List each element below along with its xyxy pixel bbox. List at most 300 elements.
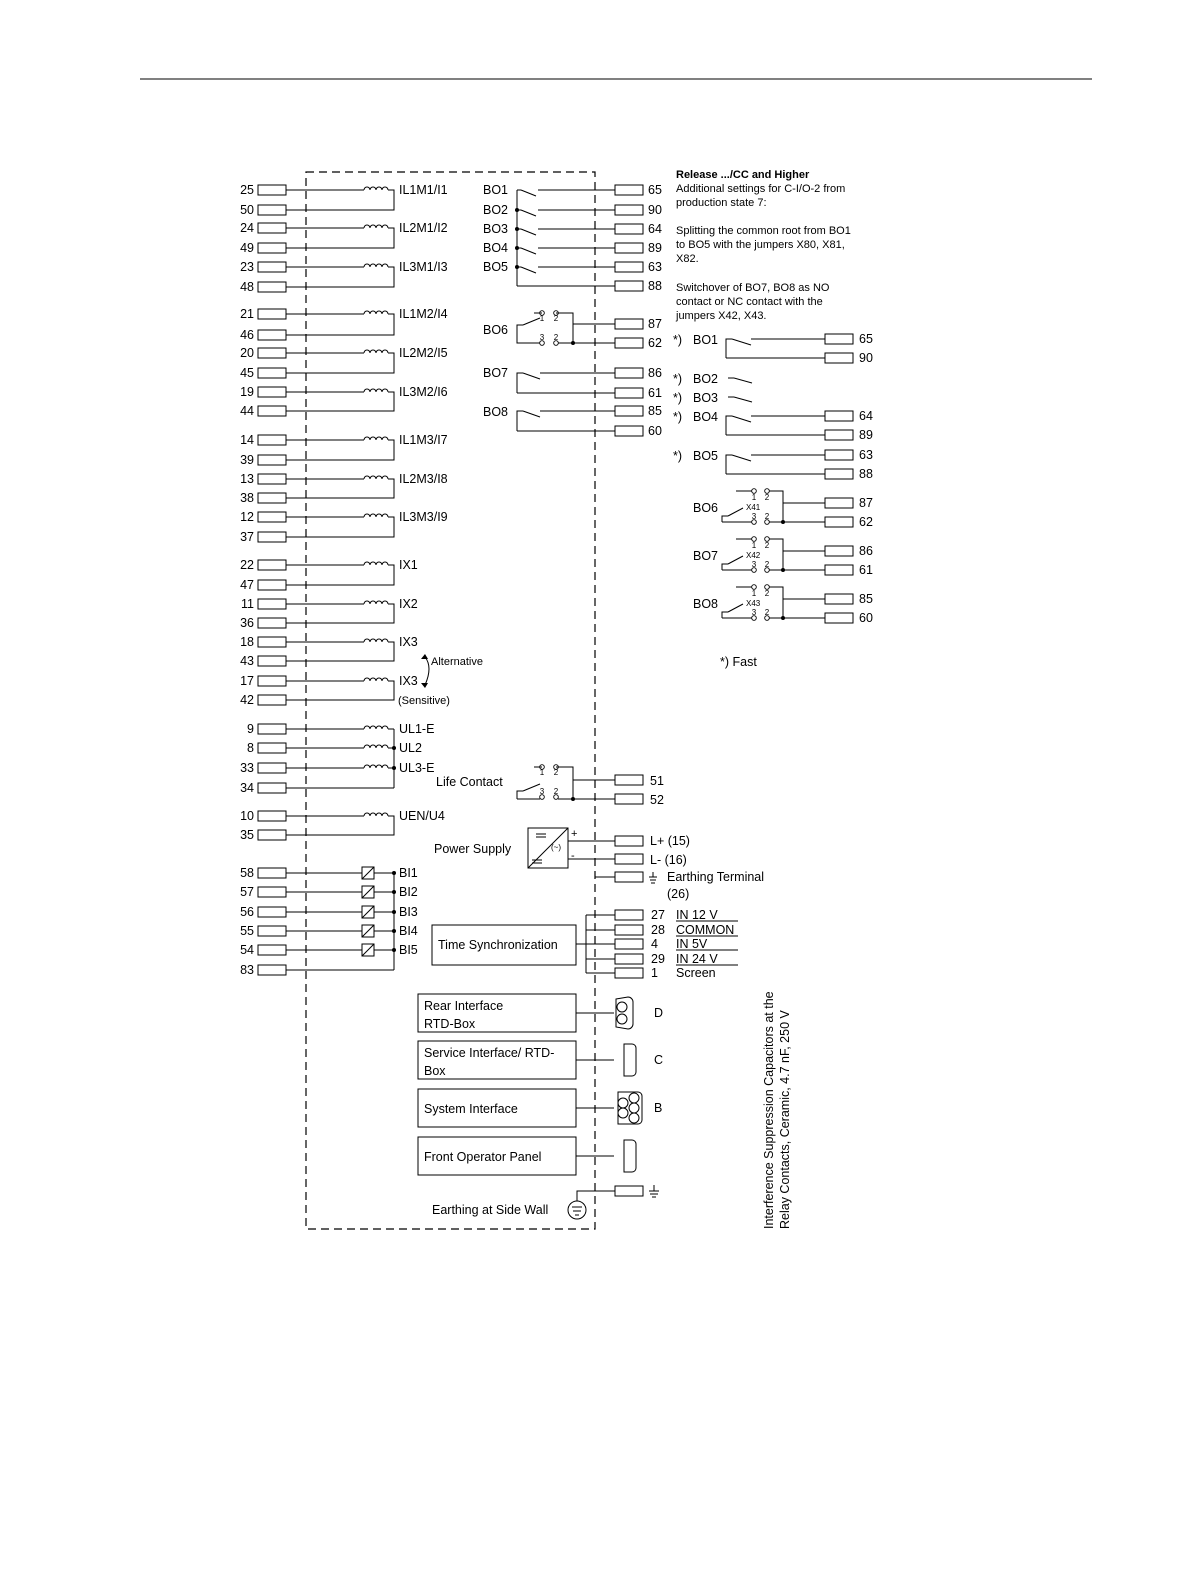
terminal-number: 33 <box>240 761 254 775</box>
wire <box>517 335 540 343</box>
relay-contact-icon <box>517 267 536 273</box>
voltage-label: UL2 <box>399 741 422 755</box>
input-terminal-block <box>258 532 286 542</box>
input-label: IX2 <box>399 597 418 611</box>
input-terminal-block <box>258 406 286 416</box>
alternative-label: Alternative <box>431 656 483 668</box>
wire <box>306 642 394 661</box>
time-sync-signal-name: IN 5V <box>676 937 708 951</box>
port-letter: D <box>654 1006 664 1020</box>
terminal-number: 14 <box>240 433 254 447</box>
terminal-block <box>615 338 643 348</box>
connector-icon <box>624 1044 636 1076</box>
terminal-number: 17 <box>240 674 254 688</box>
input-terminal-block <box>258 907 286 917</box>
variant-terminal-number: 64 <box>859 409 873 423</box>
terminal-number: 46 <box>240 328 254 342</box>
input-label: IX1 <box>399 558 418 572</box>
jumper-name: X42 <box>746 551 761 560</box>
fast-note: *) Fast <box>720 655 757 669</box>
power-terminal-label: L+ (15) <box>650 834 690 848</box>
terminal-number: 39 <box>240 453 254 467</box>
output-terminal-number: 87 <box>648 317 662 331</box>
input-terminal-block <box>258 282 286 292</box>
junction-dot <box>392 766 396 770</box>
junction-dot <box>515 265 519 269</box>
output-terminal-number: 63 <box>648 260 662 274</box>
input-terminal-block <box>258 474 286 484</box>
junction-dot <box>392 746 396 750</box>
terminal-number: 47 <box>240 578 254 592</box>
relay-output-label: BO2 <box>483 203 509 217</box>
terminal-number: 48 <box>240 280 254 294</box>
input-terminal-block <box>258 926 286 936</box>
splitting-note-text: X82. <box>676 253 699 265</box>
input-terminal-block <box>258 783 286 793</box>
relay-output-label: BO8 <box>483 405 509 419</box>
output-terminal-number: 62 <box>648 336 662 350</box>
variant-terminal-block <box>825 353 853 363</box>
connector-icon <box>618 1098 628 1108</box>
terminal-number: 21 <box>240 307 254 321</box>
connector-icon <box>618 1108 628 1118</box>
suppression-note-text: Relay Contacts, Ceramic, 4.7 nF, 250 V <box>778 1010 792 1229</box>
jumper-pin-number: 2 <box>553 333 559 342</box>
terminal-number: 34 <box>240 781 254 795</box>
terminal-block <box>615 836 643 846</box>
output-terminal-block <box>615 224 643 234</box>
connector-icon <box>629 1103 639 1113</box>
variant-terminal-number: 85 <box>859 592 873 606</box>
output-terminal-block <box>615 281 643 291</box>
coil-icon <box>364 514 388 517</box>
variant-terminal-block <box>825 594 853 604</box>
fast-marker: *) <box>673 410 683 424</box>
input-label: IL2M1/I2 <box>399 221 448 235</box>
terminal-number: 37 <box>240 530 254 544</box>
input-terminal-block <box>258 868 286 878</box>
relay-contact-icon <box>517 190 536 196</box>
junction-dot <box>571 341 575 345</box>
interface-label: Rear Interface <box>424 999 504 1013</box>
input-terminal-block <box>258 205 286 215</box>
terminal-number: 8 <box>247 741 254 755</box>
variant-terminal-number: 86 <box>859 544 873 558</box>
input-label: IL1M3/I7 <box>399 433 448 447</box>
variant-relay-label: BO1 <box>693 333 719 347</box>
time-sync-terminal-number: 1 <box>651 966 658 980</box>
earthing-side-wall-label: Earthing at Side Wall <box>432 1203 549 1217</box>
variant-terminal-block <box>825 546 853 556</box>
time-sync-terminal <box>615 910 643 920</box>
input-terminal-block <box>258 387 286 397</box>
variant-relay-label: BO6 <box>693 501 719 515</box>
junction-dot <box>515 208 519 212</box>
relay-contact-icon <box>517 248 536 254</box>
variant-relay-label: BO8 <box>693 597 719 611</box>
output-terminal-number: 52 <box>650 793 664 807</box>
terminal-number: 35 <box>240 828 254 842</box>
junction-dot <box>781 568 785 572</box>
terminal-number: 43 <box>240 654 254 668</box>
input-terminal-block <box>258 185 286 195</box>
time-sync-terminal <box>615 939 643 949</box>
terminal-number: 44 <box>240 404 254 418</box>
connector-icon <box>629 1093 639 1103</box>
terminal-number: 49 <box>240 241 254 255</box>
sensitive-label: (Sensitive) <box>398 695 450 707</box>
junction-dot <box>515 246 519 250</box>
input-terminal-block <box>258 618 286 628</box>
voltage-label: UL3-E <box>399 761 435 775</box>
variant-terminal-block <box>825 469 853 479</box>
coil-icon <box>364 601 388 604</box>
arrow-head-icon <box>421 654 428 659</box>
input-terminal-block <box>258 811 286 821</box>
changeover-contact-icon <box>517 791 523 799</box>
changeover-contact-icon <box>722 612 728 618</box>
power-supply-label: Power Supply <box>434 842 512 856</box>
wire <box>306 681 394 700</box>
interface-label: RTD-Box <box>424 1017 476 1031</box>
variant-relay-label: BO3 <box>693 391 719 405</box>
jumper-pin-number: 2 <box>764 541 770 550</box>
changeover-contact-icon <box>517 373 523 393</box>
splitting-note-text: to BO5 with the jumpers X80, X81, <box>676 239 845 251</box>
connector-icon <box>617 1002 627 1012</box>
terminal-number: 38 <box>240 491 254 505</box>
relay-contact-icon <box>732 455 751 461</box>
variant-terminal-block <box>825 613 853 623</box>
input-terminal-block <box>258 763 286 773</box>
variant-relay-label: BO2 <box>693 372 719 386</box>
coil-icon <box>364 350 388 353</box>
binary-input-label: BI4 <box>399 924 418 938</box>
input-label: IL3M2/I6 <box>399 385 448 399</box>
output-terminal-block <box>615 243 643 253</box>
terminal-block <box>615 368 643 378</box>
suppression-note-text: Interference Suppression Capacitors at the <box>762 991 776 1229</box>
splitting-note-text: Splitting the common root from BO1 <box>676 225 851 237</box>
coil-icon <box>364 813 388 816</box>
output-terminal-number: 90 <box>648 203 662 217</box>
terminal-number: 36 <box>240 616 254 630</box>
jumper-pin-number: 1 <box>751 541 757 550</box>
output-terminal-block <box>615 185 643 195</box>
changeover-contact-icon <box>523 411 540 417</box>
input-terminal-block <box>258 493 286 503</box>
input-terminal-block <box>258 435 286 445</box>
variant-terminal-number: 90 <box>859 351 873 365</box>
variant-terminal-block <box>825 498 853 508</box>
variant-terminal-number: 65 <box>859 332 873 346</box>
earthing-terminal-label: Earthing Terminal <box>667 870 765 884</box>
wire <box>306 440 394 460</box>
switchover-note-text: contact or NC contact with the <box>676 296 823 308</box>
changeover-contact-icon <box>728 604 743 612</box>
jumper-name: X43 <box>746 599 761 608</box>
port-letter: C <box>654 1053 664 1067</box>
jumper-pin-number: 3 <box>539 787 545 796</box>
terminal-block <box>615 406 643 416</box>
variant-terminal-number: 61 <box>859 563 873 577</box>
relay-output-label: BO3 <box>483 222 509 236</box>
life-contact-label: Life Contact <box>436 775 503 789</box>
variant-terminal-number: 60 <box>859 611 873 625</box>
switchover-note-text: Switchover of BO7, BO8 as NO <box>676 282 830 294</box>
junction-dot <box>571 797 575 801</box>
terminal-number: 83 <box>240 963 254 977</box>
changeover-contact-icon <box>722 564 728 570</box>
wire <box>306 392 394 411</box>
jumper-pin-number: 2 <box>553 314 559 323</box>
port-letter: B <box>654 1101 663 1115</box>
output-terminal-number: 61 <box>648 386 662 400</box>
relay-contact-icon <box>517 210 536 216</box>
terminal-number: 23 <box>240 260 254 274</box>
junction-dot <box>781 520 785 524</box>
coil-icon <box>364 745 388 748</box>
input-label: IL1M1/I1 <box>399 183 448 197</box>
output-terminal-number: 51 <box>650 774 664 788</box>
time-sync-terminal-number: 29 <box>651 952 665 966</box>
binary-input-label: BI2 <box>399 885 418 899</box>
relay-contact-icon <box>726 416 732 435</box>
terminal-number: 24 <box>240 221 254 235</box>
wire <box>306 517 394 537</box>
variant-relay-label: BO5 <box>693 449 719 463</box>
jumper-pin-number: 1 <box>539 768 545 777</box>
output-terminal-number: 65 <box>648 183 662 197</box>
input-label: IL2M2/I5 <box>399 346 448 360</box>
terminal-block <box>615 388 643 398</box>
input-terminal-block <box>258 455 286 465</box>
terminal-number: 18 <box>240 635 254 649</box>
earth-icon <box>568 1201 586 1219</box>
arrow-head-icon <box>421 683 428 688</box>
interface-label: Front Operator Panel <box>424 1150 542 1164</box>
power-terminal-label: L- (16) <box>650 853 687 867</box>
input-terminal-block <box>258 309 286 319</box>
relay-output-label: BO1 <box>483 183 509 197</box>
voltage-label: UL1-E <box>399 722 435 736</box>
binary-input-label: BI1 <box>399 866 418 880</box>
output-terminal-block <box>615 262 643 272</box>
input-terminal-block <box>258 580 286 590</box>
variant-terminal-block <box>825 517 853 527</box>
earth-terminal-block <box>615 1186 643 1196</box>
changeover-contact-icon <box>728 556 743 564</box>
connector-icon <box>624 1140 636 1172</box>
terminal-number: 56 <box>240 905 254 919</box>
binary-input-label: BI3 <box>399 905 418 919</box>
connector-icon <box>629 1113 639 1123</box>
changeover-contact-icon <box>523 784 540 791</box>
coil-icon <box>364 437 388 440</box>
coil-icon <box>364 765 388 768</box>
output-terminal-number: 86 <box>648 366 662 380</box>
coil-icon <box>364 726 388 729</box>
output-terminal-number: 64 <box>648 222 662 236</box>
coil-icon <box>364 389 388 392</box>
input-terminal-block <box>258 695 286 705</box>
terminal-number: 58 <box>240 866 254 880</box>
fast-marker: *) <box>673 333 683 347</box>
variant-terminal-block <box>825 334 853 344</box>
voltage-label: UEN/U4 <box>399 809 445 823</box>
changeover-contact-icon <box>517 325 523 335</box>
input-terminal-block <box>258 830 286 840</box>
variant-terminal-block <box>825 430 853 440</box>
interface-label: System Interface <box>424 1102 518 1116</box>
connector-icon <box>616 997 633 1029</box>
input-terminal-block <box>258 330 286 340</box>
input-terminal-block <box>258 599 286 609</box>
relay-contact-icon <box>732 339 751 345</box>
changeover-contact-icon <box>722 516 728 522</box>
input-terminal-block <box>258 743 286 753</box>
jumper-pin-number: 3 <box>751 608 757 617</box>
variant-relay-label: BO4 <box>693 410 719 424</box>
jumper-pin-number: 2 <box>764 512 770 521</box>
wire <box>306 267 394 287</box>
wire <box>306 190 394 210</box>
wire <box>306 604 394 623</box>
jumper-pin-number: 2 <box>764 589 770 598</box>
minus-sign: - <box>571 850 575 862</box>
terminal-block <box>615 854 643 864</box>
relay-contact-icon <box>517 229 536 235</box>
wire <box>306 353 394 373</box>
input-terminal-block <box>258 945 286 955</box>
time-sync-signal-name: Screen <box>676 966 716 980</box>
variant-terminal-number: 62 <box>859 515 873 529</box>
terminal-block <box>615 794 643 804</box>
terminal-number: 9 <box>247 722 254 736</box>
output-terminal-number: 89 <box>648 241 662 255</box>
time-sync-terminal-number: 27 <box>651 908 665 922</box>
fast-marker: *) <box>673 391 683 405</box>
input-terminal-block <box>258 512 286 522</box>
coil-icon <box>364 639 388 642</box>
terminal-number: 19 <box>240 385 254 399</box>
time-sync-signal-name: IN 12 V <box>676 908 718 922</box>
interface-label: Box <box>424 1064 446 1078</box>
time-sync-terminal-number: 28 <box>651 923 665 937</box>
changeover-contact-icon <box>517 411 523 431</box>
terminal-block <box>615 872 643 882</box>
junction-dot <box>515 227 519 231</box>
terminal-number: 20 <box>240 346 254 360</box>
variant-terminal-block <box>825 450 853 460</box>
terminal-number: 55 <box>240 924 254 938</box>
relay-contact-icon <box>734 378 752 383</box>
terminal-number: 50 <box>240 203 254 217</box>
input-terminal-block <box>258 262 286 272</box>
terminal-number: 42 <box>240 693 254 707</box>
earthing-terminal-number: (26) <box>667 887 690 901</box>
jumper-pin-number: 2 <box>553 768 559 777</box>
relay-contact-icon <box>734 397 752 402</box>
relay-contact-icon <box>732 416 751 422</box>
input-terminal-block <box>258 887 286 897</box>
wire <box>306 314 394 335</box>
ac-symbol: (~) <box>551 843 561 852</box>
jumper-pin-number: 2 <box>764 560 770 569</box>
input-terminal-block <box>258 724 286 734</box>
plus-sign: + <box>571 828 578 840</box>
terminal-number: 13 <box>240 472 254 486</box>
switchover-note-text: jumpers X42, X43. <box>676 310 767 322</box>
terminal-number: 45 <box>240 366 254 380</box>
terminal-number: 22 <box>240 558 254 572</box>
input-terminal-block <box>258 368 286 378</box>
wire <box>306 565 394 585</box>
interface-label: Service Interface/ RTD- <box>424 1046 555 1060</box>
terminal-block <box>615 319 643 329</box>
release-note-text: Additional settings for C-I/O-2 from <box>676 183 846 195</box>
release-note-text: production state 7: <box>676 197 767 209</box>
terminal-number: 25 <box>240 183 254 197</box>
variant-terminal-block <box>825 411 853 421</box>
terminal-block <box>615 426 643 436</box>
relay-output-label: BO6 <box>483 323 509 337</box>
variant-terminal-number: 89 <box>859 428 873 442</box>
jumper-pin-number: 1 <box>751 493 757 502</box>
relay-contact-icon <box>726 339 732 358</box>
input-terminal-block <box>258 656 286 666</box>
time-sync-terminal-number: 4 <box>651 937 658 951</box>
jumper-name: X41 <box>746 503 761 512</box>
input-terminal-block <box>258 560 286 570</box>
jumper-pin-number: 3 <box>751 512 757 521</box>
terminal-number: 54 <box>240 943 254 957</box>
coil-icon <box>364 264 388 267</box>
time-sync-signal-name: COMMON <box>676 923 735 937</box>
fast-marker: *) <box>673 372 683 386</box>
input-label: IL3M3/I9 <box>399 510 448 524</box>
time-sync-terminal <box>615 925 643 935</box>
variant-terminal-number: 63 <box>859 448 873 462</box>
time-sync-label: Time Synchronization <box>438 938 558 952</box>
fast-marker: *) <box>673 449 683 463</box>
input-label: IL3M1/I3 <box>399 260 448 274</box>
input-label: IL2M3/I8 <box>399 472 448 486</box>
output-terminal-number: 85 <box>648 404 662 418</box>
input-label: IX3 <box>399 674 418 688</box>
binary-input-label: BI5 <box>399 943 418 957</box>
junction-dot <box>781 616 785 620</box>
variant-terminal-number: 87 <box>859 496 873 510</box>
release-note-title: Release .../CC and Higher <box>676 169 810 181</box>
relay-output-label: BO7 <box>483 366 509 380</box>
input-label: IL1M2/I4 <box>399 307 448 321</box>
variant-terminal-block <box>825 565 853 575</box>
output-terminal-number: 60 <box>648 424 662 438</box>
jumper-pin-number: 2 <box>764 608 770 617</box>
output-terminal-block <box>615 205 643 215</box>
input-terminal-block <box>258 676 286 686</box>
terminal-block <box>615 775 643 785</box>
terminal-number: 12 <box>240 510 254 524</box>
coil-icon <box>364 562 388 565</box>
jumper-pin-number: 3 <box>539 333 545 342</box>
coil-icon <box>364 476 388 479</box>
variant-terminal-number: 88 <box>859 467 873 481</box>
jumper-pin-number: 1 <box>751 589 757 598</box>
relay-output-label: BO4 <box>483 241 509 255</box>
jumper-pin-number: 1 <box>539 314 545 323</box>
